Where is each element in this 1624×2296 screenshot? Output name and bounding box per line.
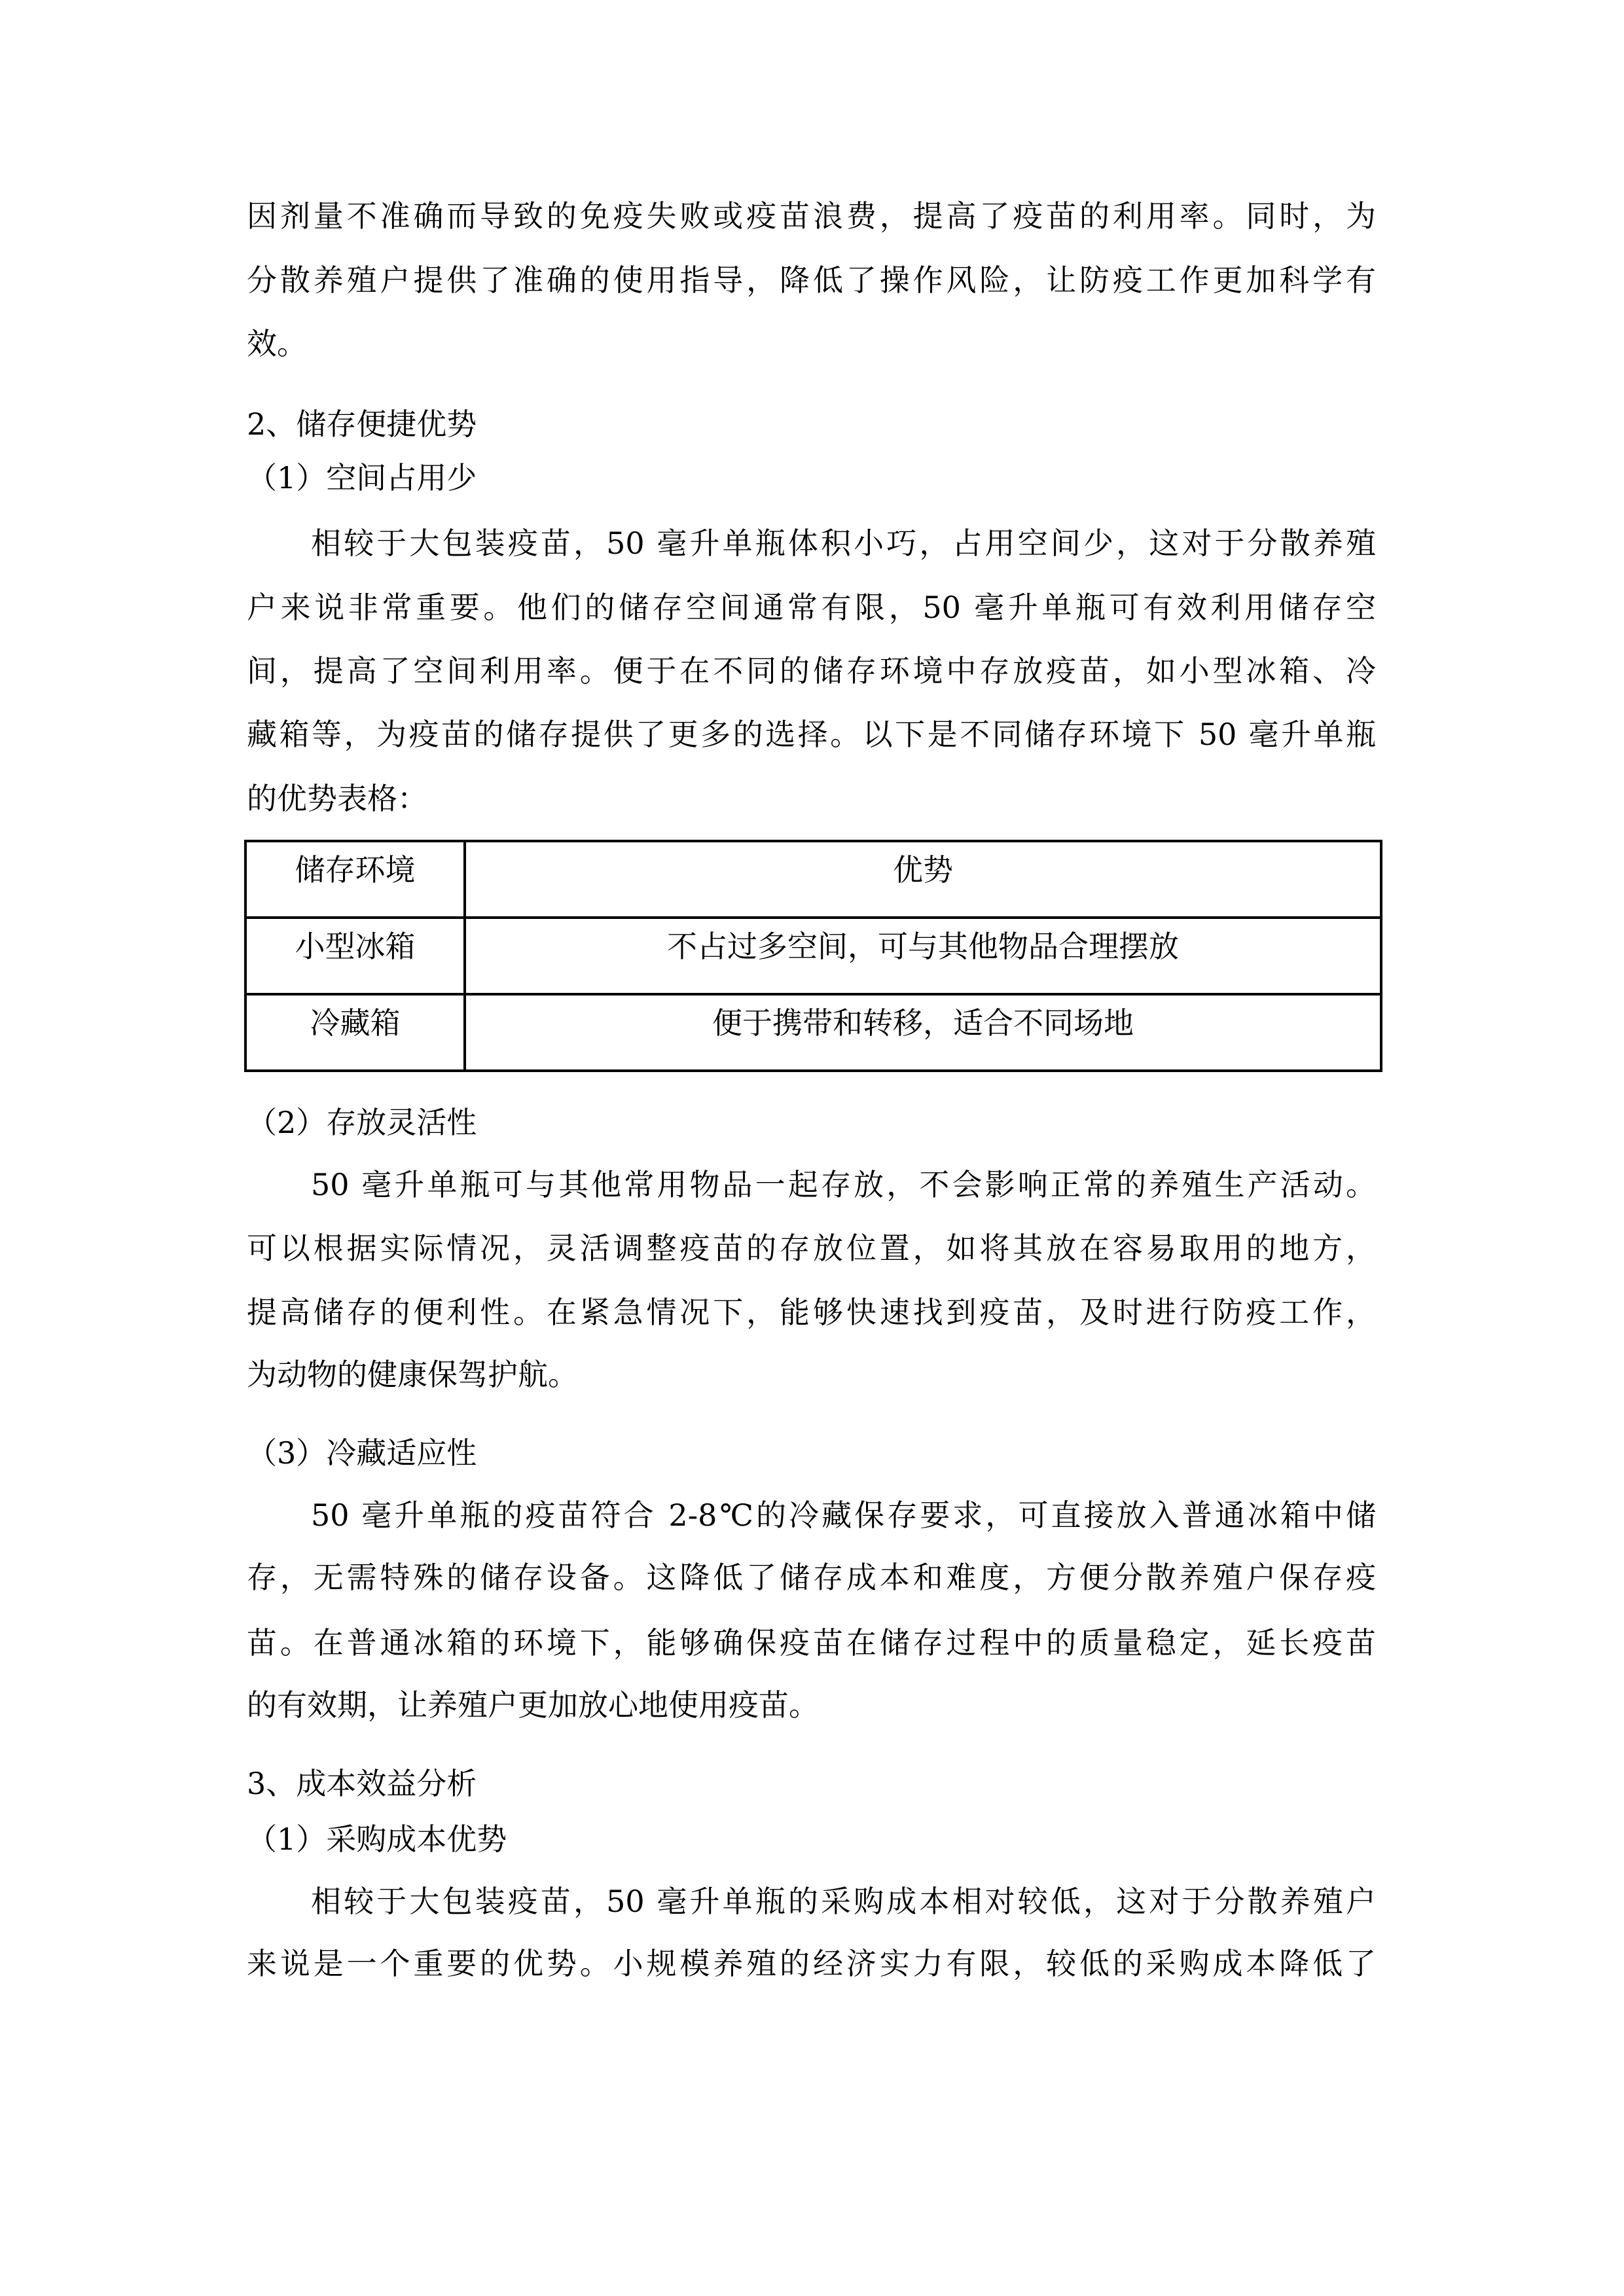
paragraph-line: 来说是一个重要的优势。小规模养殖的经济实力有限，较低的采购成本降低了	[247, 1946, 1376, 1981]
table-cell: 小型冰箱	[245, 918, 465, 994]
paragraph-line: 户来说非常重要。他们的储存空间通常有限，50 毫升单瓶可有效利用储存空	[247, 590, 1376, 625]
paragraph-line: 提高储存的便利性。在紧急情况下，能够快速找到疫苗，及时进行防疫工作，	[247, 1295, 1376, 1330]
paragraph-line: 藏箱等，为疫苗的储存提供了更多的选择。以下是不同储存环境下 50 毫升单瓶	[247, 717, 1376, 752]
paragraph-line: 相较于大包装疫苗，50 毫升单瓶体积小巧，占用空间少，这对于分散养殖	[311, 526, 1376, 561]
paragraph-line: 效。	[247, 326, 307, 361]
paragraph-line: 分散养殖户提供了准确的使用指导，降低了操作风险，让防疫工作更加科学有	[247, 262, 1376, 298]
table-row	[245, 994, 1381, 1071]
subheading-refrigeration: （3）冷藏适应性	[247, 1435, 477, 1471]
table-header-row	[245, 841, 1381, 918]
table-cell: 便于携带和转移，适合不同场地	[465, 994, 1381, 1071]
table-header-cell: 储存环境	[245, 841, 465, 918]
storage-advantage-table	[244, 840, 1382, 1072]
paragraph-line: 为动物的健康保驾护航。	[247, 1357, 578, 1392]
paragraph-line: 50 毫升单瓶可与其他常用物品一起存放，不会影响正常的养殖生产活动。	[311, 1167, 1376, 1202]
paragraph-line: 苗。在普通冰箱的环境下，能够确保疫苗在储存过程中的质量稳定，延长疫苗	[247, 1625, 1376, 1660]
paragraph-line: 因剂量不准确而导致的免疫失败或疫苗浪费，提高了疫苗的利用率。同时，为	[247, 198, 1376, 234]
table-header-cell: 优势	[465, 841, 1381, 918]
subheading-storage-flexibility: （2）存放灵活性	[247, 1105, 477, 1140]
paragraph-line: 50 毫升单瓶的疫苗符合 2-8℃的冷藏保存要求，可直接放入普通冰箱中储	[311, 1498, 1376, 1533]
table-cell: 不占过多空间，可与其他物品合理摆放	[465, 918, 1381, 994]
paragraph-line: 间，提高了空间利用率。便于在不同的储存环境中存放疫苗，如小型冰箱、冷	[247, 653, 1376, 689]
subheading-space-usage: （1）空间占用少	[247, 460, 477, 495]
paragraph-line: 的有效期，让养殖户更加放心地使用疫苗。	[247, 1687, 819, 1723]
paragraph-line: 的优势表格：	[247, 781, 427, 816]
table-row	[245, 918, 1381, 994]
paragraph-line: 相较于大包装疫苗，50 毫升单瓶的采购成本相对较低，这对于分散养殖户	[311, 1884, 1376, 1919]
section-heading-cost-benefit: 3、成本效益分析	[247, 1766, 477, 1801]
subheading-purchase-cost: （1）采购成本优势	[247, 1821, 507, 1857]
table-cell: 冷藏箱	[245, 994, 465, 1071]
section-heading-storage: 2、储存便捷优势	[247, 406, 477, 442]
paragraph-line: 存，无需特殊的储存设备。这降低了储存成本和难度，方便分散养殖户保存疫	[247, 1560, 1376, 1595]
paragraph-line: 可以根据实际情况，灵活调整疫苗的存放位置，如将其放在容易取用的地方，	[247, 1230, 1376, 1266]
